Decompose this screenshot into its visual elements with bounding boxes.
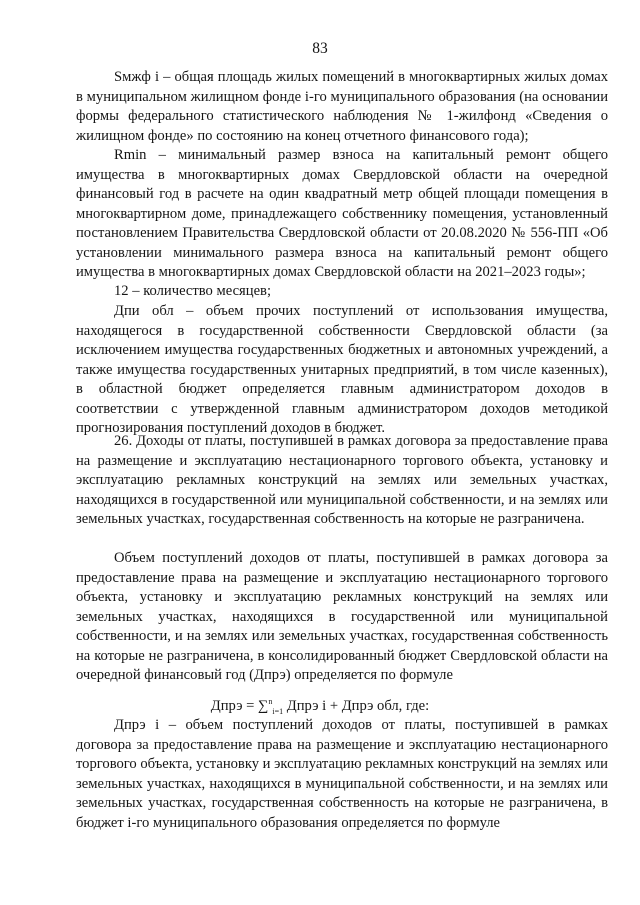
paragraph-rmin-definition: Rmin – минимальный размер взноса на капитальный ремонт общего имущества в многоквартирных домах Свердловской области на очередной финансовый год в расчете на один квадратный метр общей площади помещения в многоквартирном доме, принадлежащего собственнику помещения, установленный постановлением Правительства Свердловской области от 20.08.2020 № 556-ПП «Об установлении минимального размера взноса на капитальный ремонт общего имущества в многоквартирных домах Свердловской области на 2021–2023 годы»; [76,147,608,280]
paragraph-months-definition: 12 – количество месяцев; [114,283,272,299]
formula-sum-symbol [258,697,283,717]
formula-lhs: Дпрэ = [210,698,258,714]
page-number: 83 [312,40,328,57]
sum-sign: ∑ [258,698,269,714]
paragraph-dpre-i-definition: Дпрэ i – объем поступлений доходов от платы, поступившей в рамках договора за предоставление права на размещение и эксплуатацию нестационарного торгового объекта, установку и эксплуатацию рекламных конструкций на землях или земельных участках, находящихся в муниципальной собственности, и на землях или земельных участках, государственная собственность на которые не разграничена, в бюджет i-го муниципального образования определяется по формуле [76,717,608,831]
section-26-heading: 26. Доходы от платы, поступившей в рамках договора за предоставление права на размещение и эксплуатацию нестационарного торгового объекта, установку и эксплуатацию рекламных конструкций на землях или земельных участках, находящихся в государственной или муниципальной собственности, и на землях или земельных участках, государственная собственность на которые не разграничена. [76,433,608,527]
paragraph-smzhf-definition: Sмжф i – общая площадь жилых помещений в многоквартирных жилых домах в муниципальном жилищном фонде i-го муниципального образования (на основании формы федерального статистического наблюдения № 1-жилфонд «Сведения о жилищном фонде» по состоянию на конец отчетного финансового года); [76,69,608,144]
paragraph-volume-description: Объем поступлений доходов от платы, поступившей в рамках договора за предоставление права на размещение и эксплуатацию нестационарного торгового объекта, установку и эксплуатацию рекламных конструкций на землях или земельных участках, находящихся в государственной или муниципальной собственности, и на землях или земельных участках, государственная собственность на которые не разграничена, в консолидированный бюджет Свердловской области на очередной финансовый год (Дпрэ) определяется по формуле [76,550,608,683]
formula-rhs: Дпрэ i + Дпрэ обл, где: [283,698,430,714]
sum-lower-limit: i=1 [272,706,284,716]
formula-dpre [0,697,640,717]
sum-upper-limit: n [268,697,273,707]
paragraph-dpi-definition: Дпи обл – объем прочих поступлений от использования имущества, находящегося в государственной собственности Свердловской области (за исключением имущества государственных бюджетных и автономных учреждений, а также имущества государственных унитарных предприятий, в том числе казенных), в областной бюджет определяется главным администратором доходов в соответствии с утвержденной главным администратором доходов методикой прогнозирования поступлений доходов в бюджет. [76,303,608,436]
